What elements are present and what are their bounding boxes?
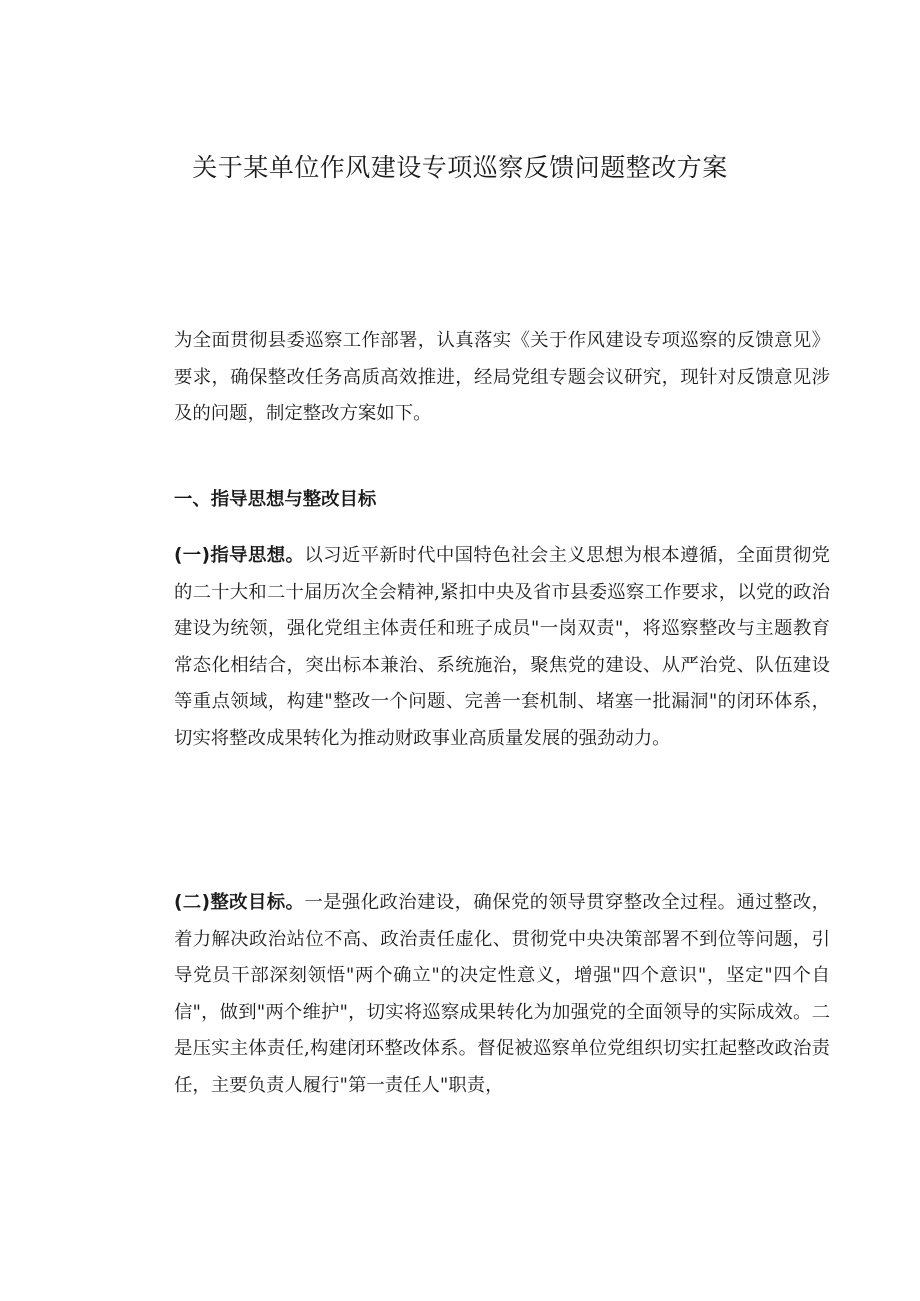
intro-paragraph: 为全面贯彻县委巡察工作部署，认真落实《关于作风建设专项巡察的反馈意见》要求，确保整改任务高质高效推进，经局党组专题会议研究，现针对反馈意见涉及的问题，制定整改方案如下。	[174, 330, 830, 424]
rectification-goal-lead: (二)整改目标。	[174, 892, 305, 913]
rectification-goal-paragraph	[137, 885, 830, 1104]
section-heading: 一、指导思想与整改目标	[174, 489, 377, 510]
guiding-ideology-paragraph	[137, 538, 830, 757]
rectification-goal-text: 一是强化政治建设，确保党的领导贯穿整改全过程。通过整改，着力解决政治站位不高、政治责任虚化、贯彻党中央决策部署不到位等问题，引导党员干部深刻领悟"两个确立"的决定性意义，增强"四个意识"，坚定"四个自信"，做到"两个维护"，切实将巡察成果转化为加强党的全面领导的实际成效。二是压实主体责任,构建闭环整改体系。督促被巡察单位党组织切实扛起整改政治责任，主要负责人履行"第一责任人"职责，	[174, 892, 830, 1096]
guiding-ideology-lead: (一)指导思想。	[174, 545, 305, 566]
guiding-ideology-text: 以习近平新时代中国特色社会主义思想为根本遵循，全面贯彻党的二十大和二十届历次全会精神,紧扣中央及省市县委巡察工作要求，以党的政治建设为统领，强化党组主体责任和班子成员"一岗双责"，将巡察整改与主题教育常态化相结合，突出标本兼治、系统施治，聚焦党的建设、从严治党、队伍建设等重点领域，构建"整改一个问题、完善一套机制、堵塞一批漏洞"的闭环体系，切实将整改成果转化为推动财政事业高质量发展的强劲动力。	[174, 545, 830, 749]
document-title: 关于某单位作风建设专项巡察反馈问题整改方案	[192, 153, 728, 182]
